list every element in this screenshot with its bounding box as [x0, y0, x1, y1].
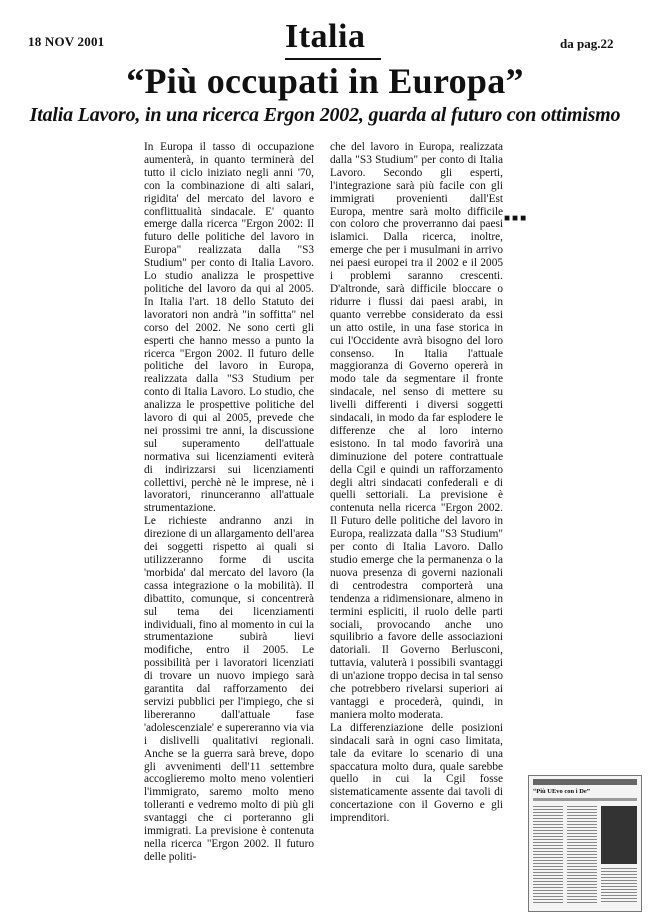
thumbnail-text-column	[567, 806, 597, 904]
thumbnail-header-bar	[533, 779, 637, 785]
article-paragraph: La differenziazione delle posizioni sindacali sarà in ogni caso limitata, tale da evitare lo scenario di una spaccatura molto dura, quale sarebbe quello in cui la Cgil fosse sistematicamente assente dai tavoli di concertazione con il Governo e gli imprenditori.	[330, 721, 503, 825]
page-reference: da pag.22	[560, 36, 614, 51]
publication-date: 18 NOV 2001	[28, 34, 105, 49]
thumbnail-title: “Più UEvo con i De”	[533, 788, 591, 795]
article-column-2	[330, 141, 503, 825]
masthead	[0, 0, 650, 60]
column-end-mark: ■■■	[504, 213, 529, 224]
article-column-1	[144, 141, 314, 863]
subheadline: Italia Lavoro, in una ricerca Ergon 2002, guarda al futuro con ottimismo	[29, 104, 621, 126]
page-thumbnail	[528, 775, 642, 912]
thumbnail-text-column	[601, 868, 637, 904]
article-paragraph: In Europa il tasso di occupazione aumenterà, in quanto terminerà del tutto il ciclo iniziato negli anni '70, con la combinazione di alti salari, rigidita' del mercato del lavoro e conflittualità sindacale. E' quanto emerge dalla ricerca "Ergon 2002: Il futuro delle politiche del lavoro in Europa" realizzata dalla "S3 Studium" per conto di Italia Lavoro. Lo studio analizza le prospettive politiche del lavoro da qui al 2005. In Italia l'art. 18 dello Statuto dei lavoratori non andrà "in soffitta" nel corso del 2002. Ne sono certi gli esperti che hanno messo a punto la ricerca "Ergon 2002. Il futuro delle politiche del lavoro in Europa, realizzata dalla "S3 Studium per conto di Italia Lavoro. Lo studio, che analizza le prospettive politiche del lavoro di qui al 2005, prevede che nei prossimi tre anni, la discussione sul superamento dell'attuale normativa sui licenziamenti eviterà di indirizzarsi sui licenziamenti collettivi, perchè nè le imprese, nè i lavoratori, rinunceranno all'attuale strumentazione.	[144, 141, 314, 515]
thumbnail-text-column	[533, 806, 563, 904]
article-paragraph: Le richieste andranno anzi in direzione di un allargamento dell'area dei soggetti rispetto ai quali si utilizzeranno forme di uscita 'morbida' dal mercato del lavoro (la cassa integrazione o la mobilità). Il dibattito, comunque, si concentrerà sul tema dei licenziamenti individuali, fino al momento in cui la strumentazione subirà lievi modifiche, entro il 2005. Le possibilità per i lavoratori licenziati di trovare un nuovo impiego sarà garantita dal rafforzamento dei servizi pubblici per l'impiego, che si libereranno dall'attuale fase 'adolescenziale' e supereranno via via i dislivelli qualitativi regionali. Anche se la guerra sarà breve, dopo gli avvenimenti dell'11 settembre accoglieremo molto meno volentieri l'immigrato, saremo molto meno tolleranti e vedremo molto di più gli svantaggi che ci porteranno gli immigrati. La previsione è contenuta nella ricerca "Ergon 2002. Il futuro delle politi-	[144, 515, 314, 863]
section-title: Italia	[285, 18, 366, 55]
article-paragraph: che del lavoro in Europa, realizzata dalla "S3 Studium" per conto di Italia Lavoro. Secondo gli esperti, l'integrazione sarà più facile con gli immigrati provenienti dall'Est Europa, mentre sarà molto difficile con coloro che proverranno dai paesi islamici. Dalla ricerca, inoltre, emerge che per i musulmani in arrivo nei paesi europei tra il 2002 e il 2005 i problemi saranno crescenti. D'altronde, sarà difficile bloccare o ridurre i flussi dai paesi arabi, in quanto verrebbe considerato da essi un atto ostile, in una fase storica in cui l'Occidente avrà bisogno del loro consenso. In Italia l'attuale maggioranza di Governo opererà in modo tale da segmentare il fronte sindacale, nel senso di mettere su livelli differenti i diversi soggetti sindacali, in modo da far esplodere le differenze che al loro interno esistono. In tal modo favorirà una diminuzione del potere contrattuale della Cgil e quindi un rafforzamento degli altri sindacati confederali e di quelli settoriali. La previsione è contenuta nella ricerca "Ergon 2002. Il Futuro delle politiche del lavoro in Europa, realizzata dalla "S3 Studium" per conto di Italia Lavoro. Dallo studio emerge che la permanenza o la nuova presenza di governi nazionali di centrodestra comporterà una tendenza a ridimensionare, almeno in termini espliciti, il ruolo delle parti sociali, provocando anche uno squilibrio a favore delle associazioni datoriali. Il Governo Berlusconi, tuttavia, valuterà i possibili svantaggi di un'azione troppo decisa in tal senso che potrebbero rivelarsi superiori ai vantaggi e procederà, quindi, in maniera molto moderata.	[330, 141, 503, 721]
thumbnail-subtitle-bar	[533, 798, 637, 801]
thumbnail-photo	[601, 806, 637, 864]
headline: “Più occupati in Europa”	[126, 61, 524, 101]
